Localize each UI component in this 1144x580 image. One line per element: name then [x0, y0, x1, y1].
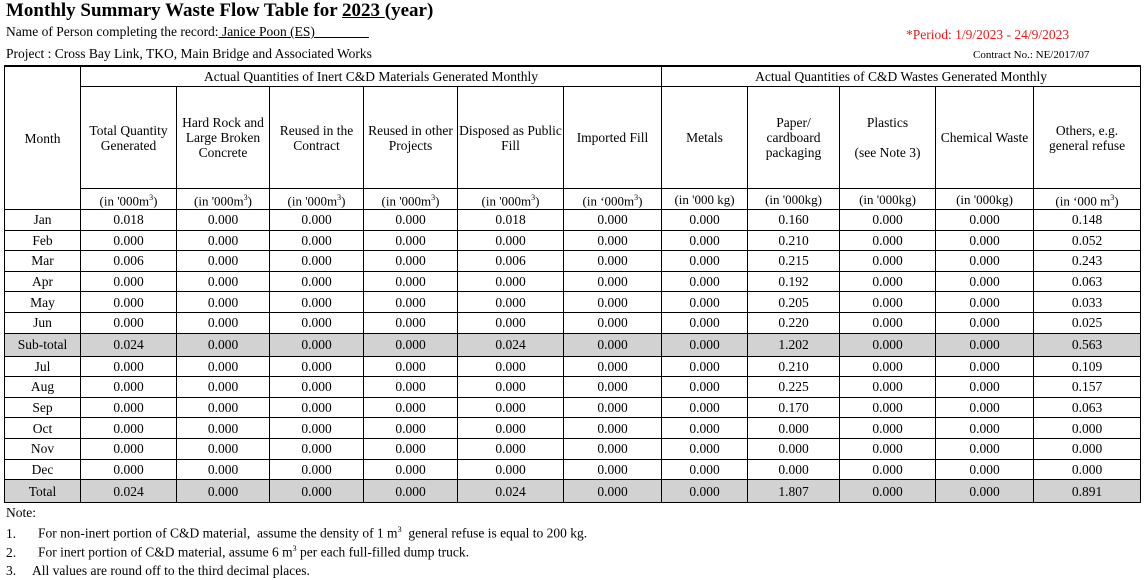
value-cell: 0.000: [458, 397, 564, 418]
value-cell: 0.000: [662, 292, 748, 313]
value-cell: 0.210: [748, 356, 840, 377]
value-cell: 0.000: [458, 230, 564, 251]
month-cell: Jun: [5, 312, 81, 333]
unit-superscript: 3: [431, 192, 436, 202]
table-row: [5, 356, 1141, 377]
value-cell: 0.000: [840, 210, 936, 231]
month-cell: Jul: [5, 356, 81, 377]
value-cell: 0.033: [1034, 292, 1141, 313]
public-fill-header-label: Disposed as Public Fill: [459, 122, 562, 153]
hard-rock-header-label: Hard Rock and Large Broken Concrete: [182, 115, 264, 160]
unit-label: [936, 189, 1034, 210]
value-cell: 0.000: [81, 377, 177, 398]
value-cell: 1.807: [748, 480, 840, 503]
table-row: [5, 292, 1141, 313]
value-cell: 0.000: [936, 480, 1034, 503]
value-cell: 0.063: [1034, 397, 1141, 418]
value-cell: 0.000: [840, 312, 936, 333]
value-cell: 0.000: [564, 480, 662, 503]
unit-label: [662, 189, 748, 210]
table-row: [5, 459, 1141, 480]
value-cell: 0.000: [81, 397, 177, 418]
value-cell: 0.000: [662, 312, 748, 333]
page-title: [6, 0, 433, 22]
unit-label: [81, 189, 177, 210]
value-cell: 0.000: [364, 333, 458, 356]
public-fill-header: [458, 87, 564, 189]
unit-text: (in '000m: [99, 193, 150, 209]
project-text: Project : Cross Bay Link, TKO, Main Bridge and Associated Works: [6, 46, 372, 61]
unit-close: ): [153, 193, 158, 209]
value-cell: 0.000: [364, 312, 458, 333]
table-row: [5, 377, 1141, 398]
value-cell: 0.000: [364, 210, 458, 231]
note-text-end: general refuse is equal to 200 kg.: [401, 525, 588, 541]
note-item: [6, 525, 587, 542]
value-cell: 0.000: [177, 438, 270, 459]
table-row: [5, 418, 1141, 439]
month-cell: Feb: [5, 230, 81, 251]
value-cell: 0.000: [270, 438, 364, 459]
value-cell: 0.018: [458, 210, 564, 231]
value-cell: 0.160: [748, 210, 840, 231]
value-cell: 0.000: [564, 312, 662, 333]
note-number: 2.: [6, 544, 17, 560]
month-cell: Dec: [5, 459, 81, 480]
person-label: Name of Person completing the record:: [6, 24, 219, 39]
value-cell: 0.000: [564, 210, 662, 231]
value-cell: 0.000: [564, 251, 662, 272]
value-cell: 0.000: [840, 356, 936, 377]
value-cell: 0.000: [177, 271, 270, 292]
value-cell: 0.000: [662, 271, 748, 292]
value-cell: 0.000: [458, 459, 564, 480]
value-cell: 0.000: [840, 292, 936, 313]
plastics-note-ref: (see Note 3): [854, 145, 921, 160]
value-cell: 0.000: [840, 230, 936, 251]
table-row: [5, 312, 1141, 333]
total-quantity-header-label: Total Quantity Generated: [89, 122, 168, 153]
unit-close: ): [1114, 193, 1119, 209]
value-cell: 0.000: [458, 356, 564, 377]
unit-label: [748, 189, 840, 210]
value-cell: 0.000: [177, 397, 270, 418]
value-cell: 0.000: [564, 377, 662, 398]
note-item: [6, 563, 310, 579]
value-cell: 0.000: [364, 356, 458, 377]
value-cell: 0.000: [936, 418, 1034, 439]
paper-header: [748, 87, 840, 189]
value-cell: 0.000: [936, 377, 1034, 398]
note-item: [6, 544, 469, 561]
imported-fill-header: [564, 87, 662, 189]
unit-superscript: 3: [149, 192, 154, 202]
note-text-end: per each full-filled dump truck.: [296, 544, 470, 560]
month-cell: Aug: [5, 377, 81, 398]
value-cell: 0.000: [270, 480, 364, 503]
title-year: 2023: [342, 0, 385, 21]
value-cell: 0.000: [177, 459, 270, 480]
value-cell: 0.000: [81, 438, 177, 459]
value-cell: 0.000: [936, 251, 1034, 272]
month-cell: Sep: [5, 397, 81, 418]
unit-text: (in '000kg): [859, 191, 916, 207]
period-text: *Period: 1/9/2023 - 24/9/2023: [906, 27, 1070, 42]
person-underline: [315, 24, 369, 39]
value-cell: 0.000: [1034, 418, 1141, 439]
value-cell: 0.891: [1034, 480, 1141, 503]
unit-close: ): [435, 193, 440, 209]
value-cell: 0.000: [81, 271, 177, 292]
value-cell: 0.063: [1034, 271, 1141, 292]
value-cell: 0.000: [364, 397, 458, 418]
value-cell: 0.000: [177, 230, 270, 251]
hard-rock-header: [177, 87, 270, 189]
value-cell: 0.000: [81, 312, 177, 333]
imported-fill-header-label: Imported Fill: [576, 130, 649, 145]
value-cell: 0.025: [1034, 312, 1141, 333]
value-cell: 0.000: [936, 230, 1034, 251]
value-cell: 0.018: [81, 210, 177, 231]
value-cell: 0.000: [364, 480, 458, 503]
value-cell: 0.000: [936, 292, 1034, 313]
value-cell: 0.210: [748, 230, 840, 251]
value-cell: 0.024: [81, 480, 177, 503]
value-cell: 0.000: [270, 356, 364, 377]
value-cell: 0.000: [662, 459, 748, 480]
value-cell: 0.000: [177, 418, 270, 439]
value-cell: 0.000: [840, 397, 936, 418]
value-cell: 0.000: [270, 251, 364, 272]
value-cell: 0.000: [177, 480, 270, 503]
value-cell: 0.000: [564, 438, 662, 459]
unit-label: [177, 189, 270, 210]
note-superscript: 3: [397, 525, 402, 534]
unit-label: [840, 189, 936, 210]
value-cell: 0.170: [748, 397, 840, 418]
value-cell: 0.000: [936, 271, 1034, 292]
unit-superscript: 3: [337, 192, 342, 202]
unit-text: (in '000kg): [956, 191, 1013, 207]
value-cell: 0.000: [81, 292, 177, 313]
month-cell: Mar: [5, 251, 81, 272]
value-cell: 0.000: [564, 292, 662, 313]
value-cell: 0.000: [270, 459, 364, 480]
value-cell: 0.000: [936, 312, 1034, 333]
value-cell: 0.000: [662, 377, 748, 398]
value-cell: 0.109: [1034, 356, 1141, 377]
value-cell: 0.000: [270, 292, 364, 313]
value-cell: 0.243: [1034, 251, 1141, 272]
value-cell: 0.000: [662, 356, 748, 377]
table-total-row: [5, 333, 1141, 356]
table-row: [5, 210, 1141, 231]
value-cell: 0.000: [748, 459, 840, 480]
value-cell: 0.000: [364, 459, 458, 480]
value-cell: 0.000: [81, 230, 177, 251]
value-cell: 0.000: [81, 459, 177, 480]
value-cell: 0.220: [748, 312, 840, 333]
chemical-waste-header: [936, 87, 1034, 189]
note-title: Note:: [6, 505, 36, 520]
reused-other-header-label: Reused in other Projects: [368, 122, 453, 153]
value-cell: 0.000: [81, 356, 177, 377]
person-value: Janice Poon (ES): [218, 24, 315, 39]
unit-close: ): [638, 193, 643, 209]
plastics-header-label: Plastics: [866, 115, 909, 130]
unit-text: (in '000m: [194, 193, 244, 209]
reused-other-header: [364, 87, 458, 189]
unit-superscript: 3: [634, 192, 639, 202]
value-cell: 0.000: [364, 230, 458, 251]
value-cell: 0.006: [458, 251, 564, 272]
paper-header-label: Paper/ cardboard packaging: [765, 115, 822, 160]
value-cell: 0.000: [840, 333, 936, 356]
title-text: Monthly Summary Waste Flow Table for: [6, 0, 343, 21]
unit-text: (in '000m: [381, 193, 432, 209]
value-cell: 0.000: [270, 333, 364, 356]
value-cell: 0.000: [936, 459, 1034, 480]
value-cell: 0.000: [564, 333, 662, 356]
value-cell: 0.000: [364, 377, 458, 398]
table-row: [5, 251, 1141, 272]
value-cell: 0.000: [458, 418, 564, 439]
value-cell: 0.000: [840, 480, 936, 503]
unit-text: (in '000 kg): [674, 191, 735, 207]
unit-label: [564, 189, 662, 210]
reused-contract-header-label: Reused in the Contract: [279, 122, 354, 153]
value-cell: 0.000: [177, 312, 270, 333]
unit-text: (in '000m: [481, 193, 532, 209]
value-cell: 0.157: [1034, 377, 1141, 398]
metals-header: [662, 87, 748, 189]
value-cell: 0.000: [564, 356, 662, 377]
month-header: Month: [5, 66, 81, 210]
unit-text: (in ‘000m: [582, 193, 635, 209]
value-cell: 0.000: [936, 438, 1034, 459]
value-cell: 0.000: [564, 271, 662, 292]
note-text: For inert portion of C&D material, assume 6 m: [38, 544, 293, 560]
unit-text: (in ‘000 m: [1055, 193, 1111, 209]
value-cell: 0.024: [458, 333, 564, 356]
value-cell: 0.000: [564, 459, 662, 480]
unit-label: [1034, 189, 1141, 210]
unit-superscript: 3: [243, 192, 248, 202]
title-suffix: (year): [384, 0, 434, 21]
unit-label: [364, 189, 458, 210]
value-cell: 0.000: [177, 210, 270, 231]
value-cell: 0.000: [936, 356, 1034, 377]
table-row: [5, 397, 1141, 418]
value-cell: 0.000: [177, 377, 270, 398]
value-cell: 0.000: [564, 230, 662, 251]
value-cell: 0.000: [364, 292, 458, 313]
value-cell: 0.000: [564, 397, 662, 418]
value-cell: 0.000: [270, 377, 364, 398]
value-cell: 0.000: [364, 251, 458, 272]
value-cell: 0.000: [1034, 438, 1141, 459]
plastics-header: [840, 87, 936, 189]
value-cell: 0.000: [1034, 459, 1141, 480]
unit-text: (in '000kg): [765, 191, 822, 207]
value-cell: 0.000: [662, 333, 748, 356]
value-cell: 0.052: [1034, 230, 1141, 251]
others-header-label: Others, e.g. general refuse: [1048, 122, 1126, 153]
value-cell: 0.000: [662, 438, 748, 459]
value-cell: 0.000: [270, 397, 364, 418]
value-cell: 0.000: [458, 438, 564, 459]
value-cell: 0.000: [81, 418, 177, 439]
value-cell: 0.000: [270, 312, 364, 333]
unit-superscript: 3: [531, 192, 536, 202]
value-cell: 0.148: [1034, 210, 1141, 231]
value-cell: 0.000: [662, 397, 748, 418]
value-cell: 0.000: [270, 230, 364, 251]
value-cell: 0.000: [458, 271, 564, 292]
value-cell: 0.000: [458, 377, 564, 398]
value-cell: 0.000: [458, 312, 564, 333]
value-cell: 0.563: [1034, 333, 1141, 356]
month-cell: May: [5, 292, 81, 313]
value-cell: 1.202: [748, 333, 840, 356]
note-superscript: 3: [292, 544, 297, 553]
month-cell: Apr: [5, 271, 81, 292]
value-cell: 0.000: [177, 251, 270, 272]
value-cell: 0.000: [936, 210, 1034, 231]
value-cell: 0.000: [177, 292, 270, 313]
value-cell: 0.000: [364, 271, 458, 292]
month-cell: Sub-total: [5, 333, 81, 356]
value-cell: 0.000: [177, 356, 270, 377]
unit-close: ): [341, 193, 346, 209]
inert-group-header: Actual Quantities of Inert C&D Materials Generated Monthly: [81, 66, 662, 87]
unit-label: [270, 189, 364, 210]
value-cell: 0.000: [748, 438, 840, 459]
contract-number: Contract No.: NE/2017/07: [973, 49, 1090, 61]
value-cell: 0.000: [840, 438, 936, 459]
value-cell: 0.000: [364, 418, 458, 439]
value-cell: 0.006: [81, 251, 177, 272]
unit-close: ): [535, 193, 540, 209]
unit-label: [458, 189, 564, 210]
note-number: 1.: [6, 525, 17, 541]
reused-contract-header: [270, 87, 364, 189]
value-cell: 0.205: [748, 292, 840, 313]
table-total-row: [5, 480, 1141, 503]
month-cell: Jan: [5, 210, 81, 231]
value-cell: 0.000: [840, 459, 936, 480]
table-row: [5, 271, 1141, 292]
value-cell: 0.000: [662, 230, 748, 251]
value-cell: 0.000: [270, 210, 364, 231]
table-row: [5, 230, 1141, 251]
unit-close: ): [247, 193, 252, 209]
value-cell: 0.000: [936, 333, 1034, 356]
waste-group-header: Actual Quantities of C&D Wastes Generated Monthly: [662, 66, 1141, 87]
value-cell: 0.000: [662, 480, 748, 503]
value-cell: 0.000: [564, 418, 662, 439]
value-cell: 0.215: [748, 251, 840, 272]
value-cell: 0.192: [748, 271, 840, 292]
value-cell: 0.000: [177, 333, 270, 356]
chemical-waste-header-label: Chemical Waste: [940, 130, 1029, 145]
waste-flow-table: [4, 65, 1141, 503]
value-cell: 0.000: [662, 251, 748, 272]
unit-superscript: 3: [1110, 192, 1115, 202]
month-cell: Nov: [5, 438, 81, 459]
person-line: [6, 24, 369, 40]
value-cell: 0.000: [270, 271, 364, 292]
metals-header-label: Metals: [686, 130, 723, 145]
value-cell: 0.000: [840, 251, 936, 272]
value-cell: 0.000: [270, 418, 364, 439]
value-cell: 0.000: [458, 292, 564, 313]
note-number: 3.: [6, 563, 17, 578]
value-cell: 0.000: [936, 397, 1034, 418]
month-cell: Oct: [5, 418, 81, 439]
unit-text: (in '000m: [287, 193, 338, 209]
value-cell: 0.024: [81, 333, 177, 356]
total-quantity-header: [81, 87, 177, 189]
value-cell: 0.024: [458, 480, 564, 503]
value-cell: 0.000: [840, 418, 936, 439]
value-cell: 0.225: [748, 377, 840, 398]
value-cell: 0.000: [748, 418, 840, 439]
value-cell: 0.000: [840, 377, 936, 398]
table-row: [5, 438, 1141, 459]
value-cell: 0.000: [662, 210, 748, 231]
value-cell: 0.000: [364, 438, 458, 459]
note-text: All values are round off to the third decimal places.: [32, 563, 310, 578]
month-cell: Total: [5, 480, 81, 503]
others-header: [1034, 87, 1141, 189]
note-text: For non-inert portion of C&D material, assume the density of 1 m: [38, 525, 398, 541]
value-cell: 0.000: [840, 271, 936, 292]
value-cell: 0.000: [662, 418, 748, 439]
